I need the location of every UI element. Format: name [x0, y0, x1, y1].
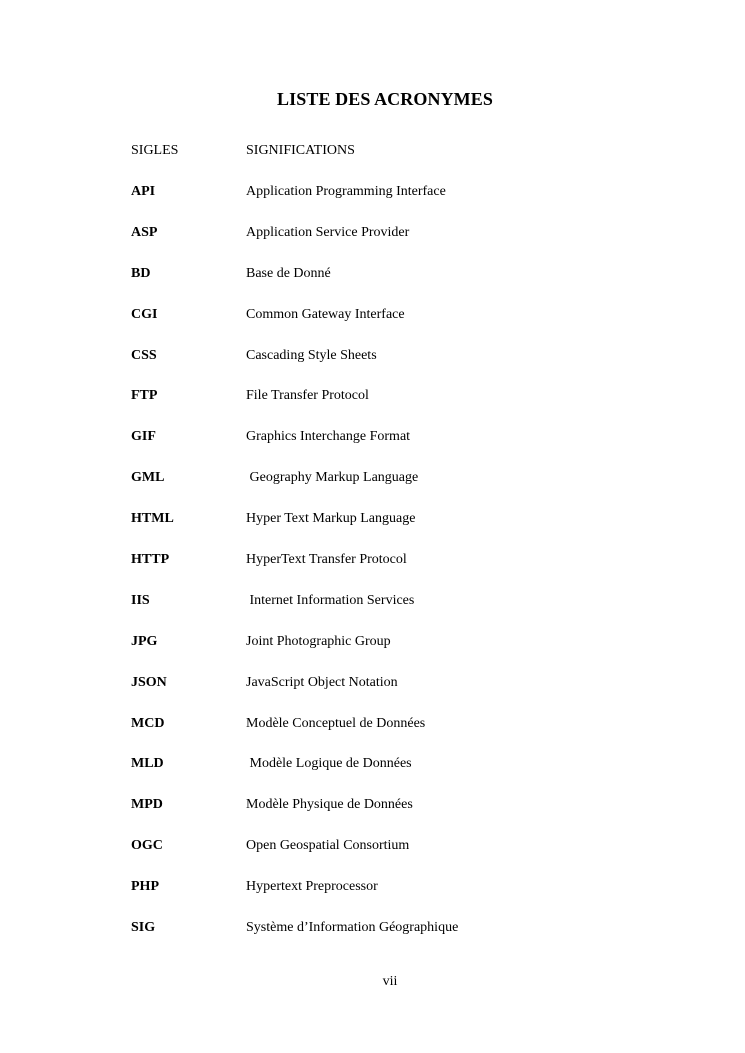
acronym-sigle: FTP [131, 388, 158, 404]
acronym-sigle: CGI [131, 306, 158, 322]
table-header [131, 143, 651, 163]
acronym-signification: Modèle Conceptuel de Données [246, 715, 426, 731]
acronym-signification: Hypertext Preprocessor [246, 879, 378, 895]
acronym-sigle: IIS [131, 592, 150, 608]
acronym-signification: Internet Information Services [246, 592, 415, 608]
acronym-signification: Graphics Interchange Format [246, 429, 411, 445]
acronym-signification: Application Programming Interface [246, 184, 446, 199]
acronym-signification: Common Gateway Interface [246, 306, 405, 322]
page-number: vii [382, 974, 398, 989]
acronym-signification: HyperText Transfer Protocol [246, 552, 407, 568]
acronym-row [131, 634, 651, 675]
acronym-signification: Geography Markup Language [246, 470, 419, 486]
acronym-sigle: ASP [131, 224, 158, 240]
acronym-row [131, 307, 651, 348]
acronym-row [131, 184, 651, 225]
acronym-row [131, 348, 651, 389]
acronym-sigle: BD [131, 265, 151, 281]
acronym-sigle: GML [131, 470, 165, 486]
acronym-signification: Base de Donné [246, 265, 331, 281]
acronym-row [131, 429, 651, 470]
acronym-sigle: CSS [131, 347, 157, 363]
header-significations: SIGNIFICATIONS [246, 143, 355, 158]
header-sigles: SIGLES [131, 143, 179, 158]
acronym-signification: Hyper Text Markup Language [246, 511, 416, 527]
acronym-sigle: SIG [131, 920, 156, 936]
acronym-row [131, 470, 651, 511]
acronym-sigle: MLD [131, 756, 164, 772]
acronym-signification: Modèle Physique de Données [246, 797, 413, 813]
acronym-row [131, 920, 651, 961]
acronym-row [131, 756, 651, 797]
acronym-signification: JavaScript Object Notation [246, 674, 398, 690]
acronym-sigle: HTML [131, 511, 174, 527]
acronym-row [131, 388, 651, 429]
acronym-sigle: OGC [131, 838, 163, 854]
acronym-sigle: HTTP [131, 552, 170, 568]
acronym-row [131, 266, 651, 307]
page-title: LISTE DES ACRONYMES [277, 89, 493, 109]
acronym-signification: File Transfer Protocol [246, 388, 369, 404]
acronym-row [131, 838, 651, 879]
acronym-row [131, 511, 651, 552]
acronym-sigle: API [131, 184, 156, 199]
acronym-sigle: JSON [131, 674, 167, 690]
acronym-signification: Système d’Information Géographique [246, 920, 459, 936]
acronym-signification: Joint Photographic Group [246, 633, 391, 649]
acronym-row [131, 675, 651, 716]
acronym-sigle: PHP [131, 879, 159, 895]
acronym-signification: Modèle Logique de Données [246, 756, 412, 772]
acronym-sigle: MCD [131, 715, 165, 731]
acronym-signification: Open Geospatial Consortium [246, 838, 410, 854]
acronym-row [131, 716, 651, 757]
acronym-sigle: JPG [131, 633, 158, 649]
acronym-signification: Cascading Style Sheets [246, 347, 377, 363]
acronym-row [131, 797, 651, 838]
acronym-list [131, 184, 651, 961]
acronym-sigle: GIF [131, 429, 156, 445]
acronym-row [131, 552, 651, 593]
acronym-row [131, 225, 651, 266]
acronym-signification: Application Service Provider [246, 224, 410, 240]
acronym-row [131, 879, 651, 920]
acronym-row [131, 593, 651, 634]
acronym-sigle: MPD [131, 797, 163, 813]
